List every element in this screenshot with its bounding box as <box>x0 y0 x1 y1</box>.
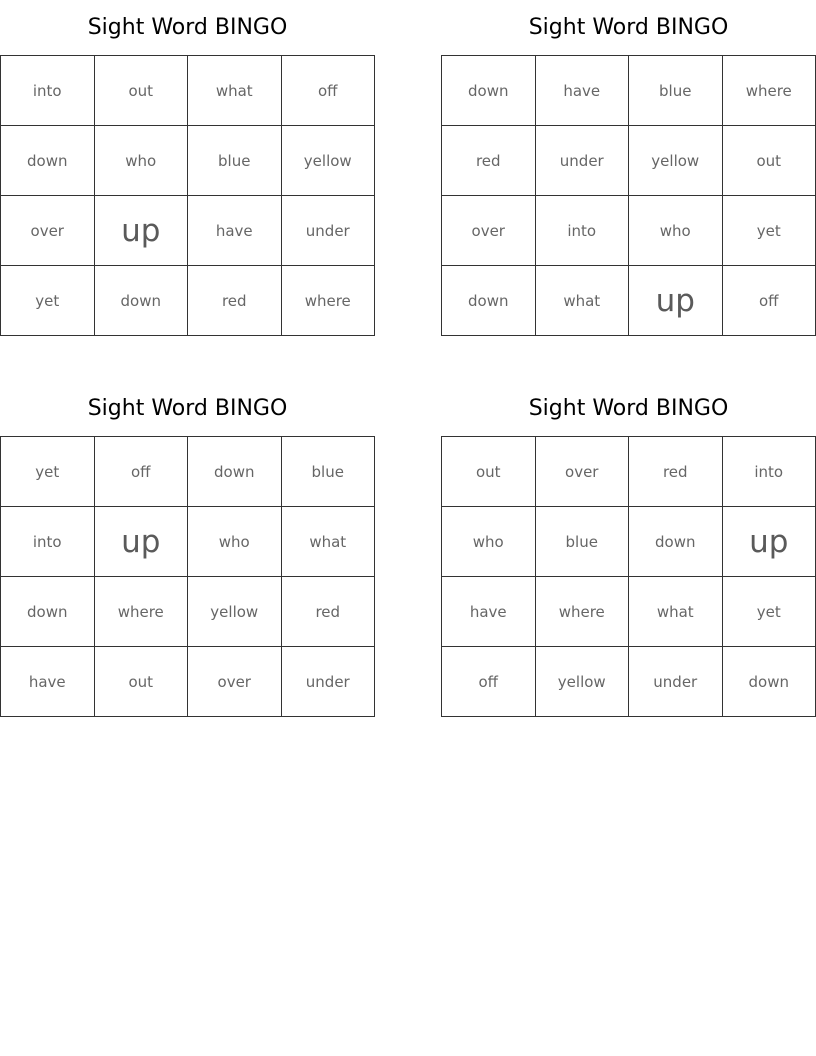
bingo-cell: have <box>1 647 95 717</box>
bingo-cell: into <box>1 507 95 577</box>
card-title: Sight Word BINGO <box>528 396 729 421</box>
bingo-cell: out <box>442 437 536 507</box>
bingo-cell: out <box>95 647 189 717</box>
bingo-cell: down <box>1 126 95 196</box>
bingo-cell: yellow <box>629 126 723 196</box>
bingo-grid <box>0 436 375 717</box>
bingo-cell: up <box>723 507 816 577</box>
bingo-cell: who <box>95 126 189 196</box>
bingo-cell: under <box>282 196 376 266</box>
bingo-card-1 <box>0 0 375 336</box>
bingo-grid <box>441 436 816 717</box>
bingo-cell: down <box>1 577 95 647</box>
bingo-cell: under <box>282 647 376 717</box>
bingo-cell: out <box>723 126 816 196</box>
bingo-grid <box>441 55 816 336</box>
bingo-cell: into <box>723 437 816 507</box>
bingo-cell: who <box>188 507 282 577</box>
bingo-cell: what <box>536 266 630 336</box>
bingo-cell: blue <box>188 126 282 196</box>
bingo-cell: yellow <box>282 126 376 196</box>
bingo-cell: yet <box>723 577 816 647</box>
bingo-cell: off <box>723 266 816 336</box>
card-title: Sight Word BINGO <box>528 15 729 40</box>
bingo-cell: who <box>442 507 536 577</box>
bingo-cell: off <box>95 437 189 507</box>
bingo-cell: yet <box>1 266 95 336</box>
bingo-cell: up <box>95 507 189 577</box>
bingo-cell: where <box>723 56 816 126</box>
bingo-cell: over <box>188 647 282 717</box>
bingo-cell: down <box>442 266 536 336</box>
bingo-cell: off <box>282 56 376 126</box>
bingo-cell: who <box>629 196 723 266</box>
bingo-cell: off <box>442 647 536 717</box>
bingo-cell: red <box>442 126 536 196</box>
bingo-cell: down <box>188 437 282 507</box>
bingo-cell: have <box>188 196 282 266</box>
bingo-cell: yet <box>1 437 95 507</box>
bingo-cell: into <box>536 196 630 266</box>
bingo-cell: what <box>188 56 282 126</box>
bingo-cell: red <box>188 266 282 336</box>
bingo-cell: up <box>95 196 189 266</box>
bingo-cell: down <box>442 56 536 126</box>
bingo-cell: under <box>536 126 630 196</box>
bingo-cell: over <box>442 196 536 266</box>
bingo-cell: under <box>629 647 723 717</box>
bingo-cell: what <box>282 507 376 577</box>
bingo-cell: what <box>629 577 723 647</box>
bingo-cell: down <box>723 647 816 717</box>
card-title: Sight Word BINGO <box>87 15 288 40</box>
bingo-cell: yellow <box>536 647 630 717</box>
bingo-cell: where <box>282 266 376 336</box>
bingo-cell: up <box>629 266 723 336</box>
bingo-cell: red <box>629 437 723 507</box>
bingo-cell: yet <box>723 196 816 266</box>
bingo-cell: over <box>536 437 630 507</box>
bingo-cell: out <box>95 56 189 126</box>
bingo-cell: blue <box>629 56 723 126</box>
bingo-card-2 <box>441 0 816 336</box>
bingo-cell: over <box>1 196 95 266</box>
card-title: Sight Word BINGO <box>87 396 288 421</box>
bingo-cell: where <box>536 577 630 647</box>
bingo-cell: down <box>95 266 189 336</box>
bingo-cell: red <box>282 577 376 647</box>
bingo-cell: where <box>95 577 189 647</box>
bingo-cell: blue <box>282 437 376 507</box>
bingo-cell: have <box>536 56 630 126</box>
bingo-cell: down <box>629 507 723 577</box>
bingo-cell: into <box>1 56 95 126</box>
bingo-grid <box>0 55 375 336</box>
bingo-cell: blue <box>536 507 630 577</box>
bingo-card-3 <box>0 381 375 717</box>
bingo-card-4 <box>441 381 816 717</box>
bingo-cell: yellow <box>188 577 282 647</box>
bingo-cell: have <box>442 577 536 647</box>
